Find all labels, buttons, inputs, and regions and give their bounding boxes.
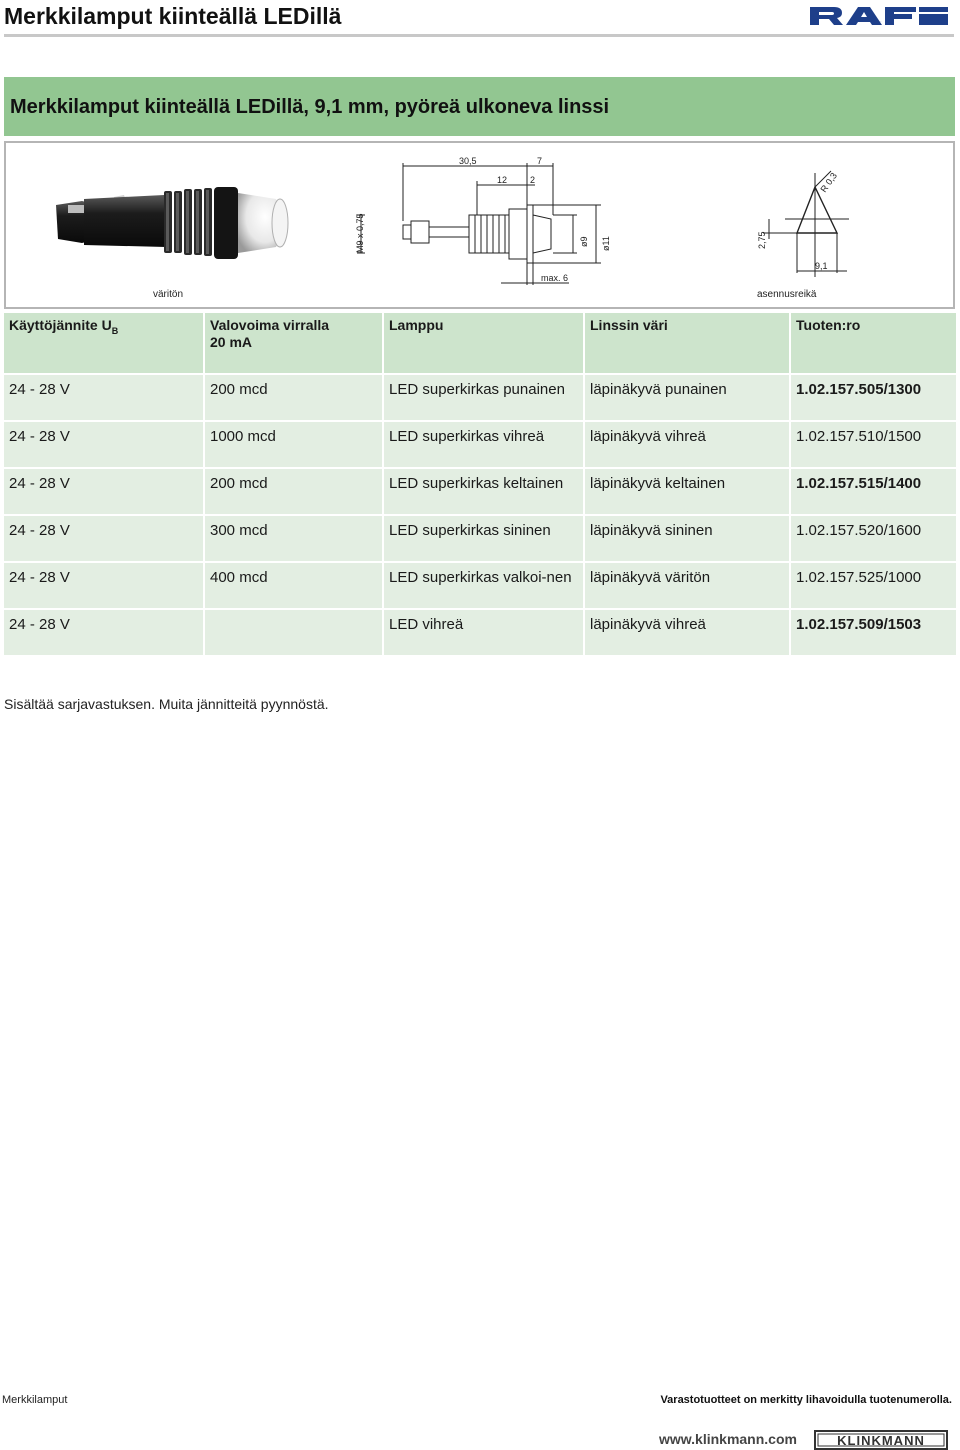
dim-12: 12 <box>497 175 508 185</box>
table-row <box>4 609 956 656</box>
cell-lens: läpinäkyvä vihreä <box>584 421 790 468</box>
cell-lamp: LED superkirkas punainen <box>383 374 584 421</box>
cell-voltage: 24 - 28 V <box>4 468 204 515</box>
cell-lens: läpinäkyvä väritön <box>584 562 790 609</box>
cell-voltage: 24 - 28 V <box>4 515 204 562</box>
cell-part-number: 1.02.157.515/1400 <box>790 468 956 515</box>
cell-intensity <box>204 609 383 656</box>
cell-intensity: 300 mcd <box>204 515 383 562</box>
dim-max6: max. 6 <box>541 273 569 283</box>
cell-intensity: 400 mcd <box>204 562 383 609</box>
footer-url[interactable]: www.klinkmann.com <box>659 1431 797 1447</box>
dim-thread: M9 x 0,75 <box>355 213 365 253</box>
cell-lamp: LED superkirkas valkoi-nen <box>383 562 584 609</box>
header-divider <box>4 34 954 37</box>
page-header <box>0 0 960 38</box>
dim-9-1: 9,1 <box>815 261 828 271</box>
dim-30-5: 30,5 <box>459 157 477 166</box>
product-figure <box>4 141 955 309</box>
table-row <box>4 374 956 421</box>
cell-lamp: LED vihreä <box>383 609 584 656</box>
section-banner <box>4 77 955 136</box>
cell-voltage: 24 - 28 V <box>4 609 204 656</box>
rafi-logo <box>808 4 950 28</box>
table-row <box>4 515 956 562</box>
cell-part-number: 1.02.157.510/1500 <box>790 421 956 468</box>
cell-intensity: 1000 mcd <box>204 421 383 468</box>
footnote: Sisältää sarjavastuksen. Muita jännitteitä pyynnöstä. <box>4 696 329 712</box>
rafi-logo-text: RAFI <box>879 22 882 23</box>
section-title: Merkkilamput kiinteällä LEDillä, 9,1 mm, pyöreä ulkoneva linssi <box>10 96 610 118</box>
cell-part-number: 1.02.157.505/1300 <box>790 374 956 421</box>
cell-voltage: 24 - 28 V <box>4 421 204 468</box>
cell-lens: läpinäkyvä keltainen <box>584 468 790 515</box>
table-row <box>4 562 956 609</box>
cell-lamp: LED superkirkas vihreä <box>383 421 584 468</box>
cell-part-number: 1.02.157.525/1000 <box>790 562 956 609</box>
hole-caption: asennusreikä <box>757 289 817 300</box>
col-header-lamp: Lamppu <box>383 313 584 374</box>
dim-phi11: ø11 <box>601 236 611 251</box>
cell-lamp: LED superkirkas keltainen <box>383 468 584 515</box>
page-title: Merkkilamput kiinteällä LEDillä <box>4 3 342 29</box>
dim-7: 7 <box>537 157 543 166</box>
col-header-voltage: Käyttöjännite $U_B$ <box>4 313 204 374</box>
klinkmann-logo-text: KLINKMANN <box>837 1433 925 1448</box>
dim-2: 2 <box>530 175 536 185</box>
dimension-drawing <box>351 157 616 287</box>
mounting-hole-drawing <box>751 159 871 283</box>
photo-caption: väritön <box>153 289 184 300</box>
footer-category: Merkkilamput <box>2 1394 68 1406</box>
col-header-lens: Linssin väri <box>584 313 790 374</box>
dim-phi9: ø9 <box>579 236 589 247</box>
klinkmann-logo <box>814 1430 948 1450</box>
cell-voltage: 24 - 28 V <box>4 562 204 609</box>
cell-lens: läpinäkyvä punainen <box>584 374 790 421</box>
spec-table <box>4 313 956 657</box>
dim-r-0-3: R 0,3 <box>818 170 839 195</box>
product-photo <box>54 183 294 263</box>
cell-part-number: 1.02.157.509/1503 <box>790 609 956 656</box>
cell-voltage: 24 - 28 V <box>4 374 204 421</box>
dim-2-75: 2,75 <box>757 231 767 249</box>
table-row <box>4 468 956 515</box>
table-header-row <box>4 313 956 374</box>
col-header-part: Tuoten:ro <box>790 313 956 374</box>
cell-intensity: 200 mcd <box>204 374 383 421</box>
cell-lens: läpinäkyvä sininen <box>584 515 790 562</box>
table-row <box>4 421 956 468</box>
col-header-intensity: Valovoima virralla 20 mA <box>204 313 383 374</box>
footer-stock-note: Varastotuotteet on merkitty lihavoidulla tuotenumerolla. <box>660 1394 952 1406</box>
cell-lens: läpinäkyvä vihreä <box>584 609 790 656</box>
cell-lamp: LED superkirkas sininen <box>383 515 584 562</box>
cell-intensity: 200 mcd <box>204 468 383 515</box>
cell-part-number: 1.02.157.520/1600 <box>790 515 956 562</box>
